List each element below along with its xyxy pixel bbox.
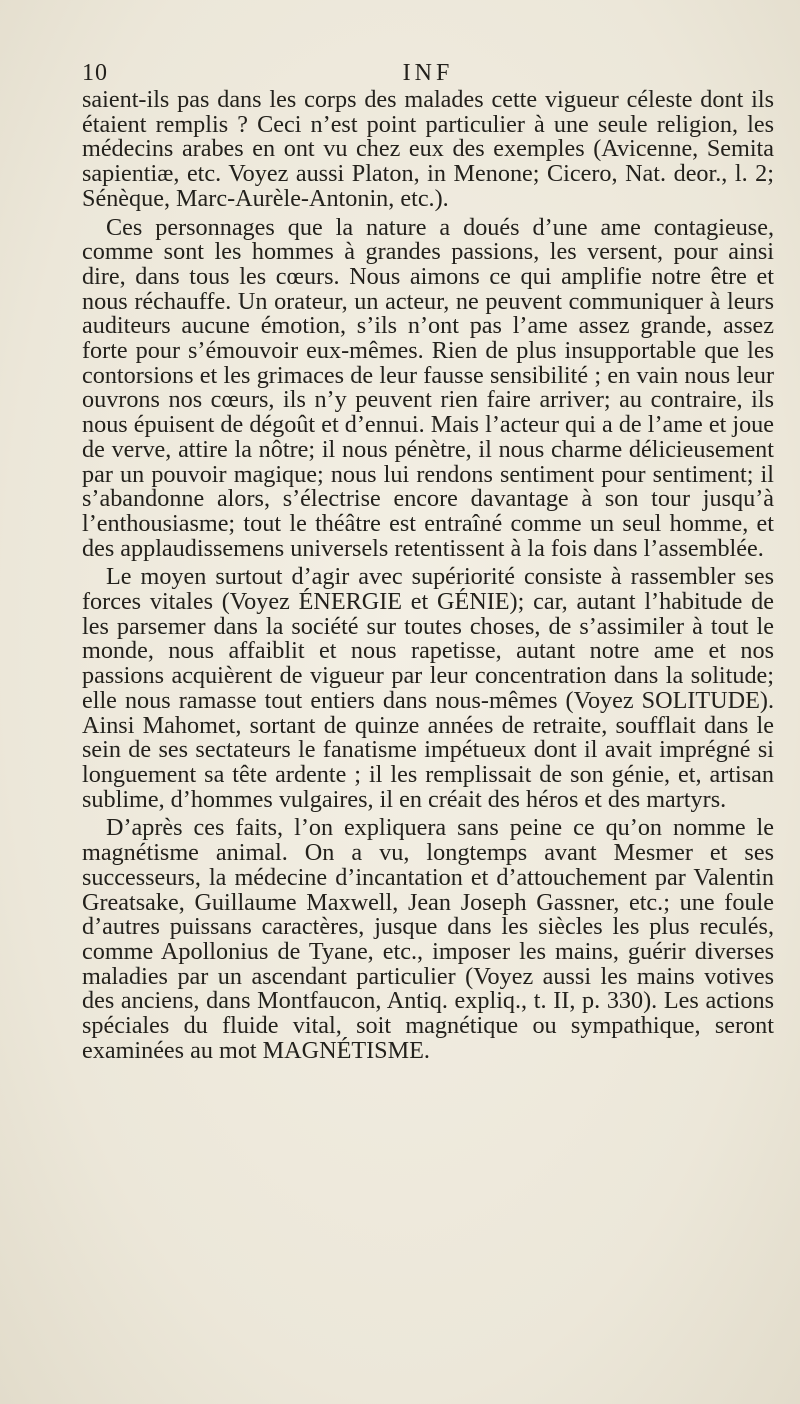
paragraph-contagious-souls: Ces personnages que la nature a doués d’une ame contagieuse, comme sont les hommes à grandes passions, les versent, pour ainsi dire, dans tous les cœurs. Nous aimons ce qui amplifie notre être et nous réchauffe. Un orateur, un acteur, ne peuvent communiquer à leurs auditeurs aucune émotion, s’ils n’ont pas l’ame assez grande, assez forte pour s’émouvoir eux-mêmes. Rien de plus insupportable que les contorsions et les grimaces de leur fausse sensibilité ; en vain nous leur ouvrons nos cœurs, ils n’y peuvent rien faire arriver; au contraire, ils nous épuisent de dégoût et d’ennui. Mais l’acteur qui a de l’ame et joue de verve, attire la nôtre; il nous pénètre, il nous charme délicieusement par un pouvoir magique; nous lui rendons sentiment pour sentiment; il s’abandonne alors, s’électrise encore davantage à son tour jusqu’à l’enthousiasme; tout le théâtre est entraîné comme un seul homme, et des applaudissemens universels retentissent à la fois dans l’assemblée. [82, 213, 774, 562]
running-head: INF [402, 60, 454, 86]
paragraph-vital-forces: Le moyen surtout d’agir avec supériorité consiste à rassembler ses forces vitales (Voyez ÉNERGIE et GÉNIE); car, autant l’habitude de les parsemer dans la société sur toutes choses, de s’assimiler à tout le monde, nous affaiblit et nous rapetisse, autant notre ame et nos passions acquièrent de vigueur par leur concentration dans la solitude; elle nous ramasse tout entiers dans nous-mêmes (Voyez SOLITUDE). Ainsi Mahomet, sortant de quinze années de retraite, soufflait dans le sein de ses sectateurs le fanatisme impétueux dont il avait imprégné si longuement sa tête ardente ; il les remplissait de son génie, et, artisan sublime, d’hommes vulgaires, il en créait des héros et des martyrs. [82, 563, 774, 813]
paragraph-continuation: saient-ils pas dans les corps des malades cette vigueur céleste dont ils étaient remplis ? Ceci n’est point particulier à une seule religion, les médecins arabes en ont vu chez eux des exemples (Avicenne, Semita sapientiæ, etc. Voyez aussi Platon, in Menone; Cicero, Nat. deor., l. 2; Sénèque, Marc-Aurèle-Antonin, etc.). [82, 86, 774, 212]
page-number: 10 [82, 60, 108, 86]
body-text [82, 88, 774, 1063]
paragraph-animal-magnetism: D’après ces faits, l’on expliquera sans peine ce qu’on nomme le magnétisme animal. On a vu, longtemps avant Mesmer et ses successeurs, la médecine d’incantation et d’attouchement par Valentin Greatsake, Guillaume Maxwell, Jean Joseph Gassner, etc.; une foule d’autres puissans caractères, jusque dans les siècles les plus reculés, comme Apollonius de Tyane, etc., imposer les mains, guérir diverses maladies par un ascendant particulier (Voyez aussi les mains votives des anciens, dans Montfaucon, Antiq. expliq., t. II, p. 330). Les actions spéciales du fluide vital, soit magnétique ou sympathique, seront examinées au mot MAGNÉTISME. [82, 814, 774, 1064]
